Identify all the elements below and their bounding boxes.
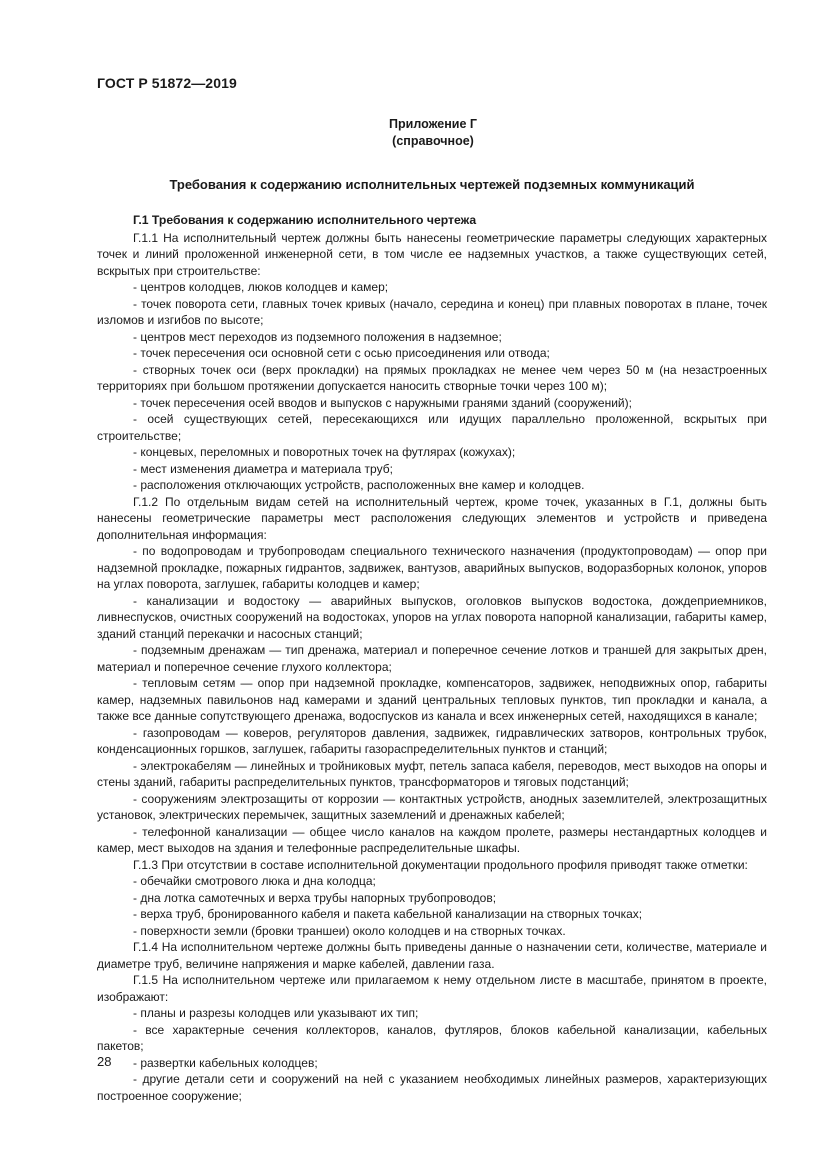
paragraph: Г.1.1 На исполнительный чертеж должны быть нанесены геометрические параметры следующих характерных точек и линий проложенной инженерной сети, в том числе ее надземных участков, а также существующих сетей, вскрытых при строительстве: [97, 230, 767, 278]
annex-title: Приложение Г [389, 117, 477, 131]
document-body [97, 212, 767, 1104]
list-item: - осей существующих сетей, пересекающихся или идущих параллельно проложенной, вскрытых при строительстве; [97, 412, 767, 443]
list-item: - по водопроводам и трубопроводам специального технического назначения (продуктопроводам) — опор при надземной прокладке, пожарных гидрантов, задвижек, вантузов, аварийных выпусков, водоразборных колонок, упоров на углах поворота, заглушек, габариты колодцев и камер; [97, 544, 767, 591]
list-item: - все характерные сечения коллекторов, каналов, футляров, блоков кабельной канализации, кабельных пакетов; [97, 1022, 767, 1053]
list-item: - центров колодцев, люков колодцев и камер; [133, 280, 389, 294]
list-item: - газопроводам — коверов, регуляторов давления, задвижек, гидравлических затворов, контрольных трубок, конденсационных горшков, заглушек, габариты газораспределительных пунктов и станций; [97, 725, 767, 756]
paragraph: Г.1.4 На исполнительном чертеже должны быть приведены данные о назначении сети, количестве, материале и диаметре труб, величине напряжения и марке кабелей, давлении газа. [97, 940, 767, 971]
list-item: - телефонной канализации — общее число каналов на каждом пролете, размеры нестандартных колодцев и камер, мест выходов на здания и телефонные распределительные шкафы. [97, 824, 767, 855]
standard-code: ГОСТ Р 51872—2019 [97, 75, 237, 91]
list-item: - точек поворота сети, главных точек кривых (начало, середина и конец) при плавных поворотах в плане, точек изломов и изгибов по высоте; [97, 296, 767, 327]
section-subheading: Г.1 Требования к содержанию исполнительного чертежа [133, 213, 477, 227]
list-item: - канализации и водостоку — аварийных выпусков, оголовков выпусков водостока, дождеприемников, ливнеспусков, очистных сооружений на водостоках, упоров на углах поворота напорной канализации, габариты камер, зданий станций перекачки и насосных станций; [97, 593, 767, 641]
paragraph: Г.1.5 На исполнительном чертеже или прилагаемом к нему отдельном листе в масштабе, принятом в проекте, изображают: [97, 973, 767, 1004]
paragraph: Г.1.2 По отдельным видам сетей на исполнительный чертеж, кроме точек, указанных в Г.1, должны быть нанесены геометрические параметры мест расположения следующих элементов и устройств и приведена дополнительная информация: [97, 494, 767, 542]
list-item: - мест изменения диаметра и материала труб; [133, 461, 393, 476]
annex-type: (справочное) [392, 134, 474, 148]
list-item: - электрокабелям — линейных и тройниковых муфт, петель запаса кабеля, переводов, мест выходов на опоры и стены зданий, габариты распределительных пунктов, трансформаторов и тяговых подстанций; [97, 758, 767, 789]
list-item: - концевых, переломных и поворотных точек на футлярах (кожухах); [133, 445, 516, 459]
paragraph: Г.1.3 При отсутствии в составе исполнительной документации продольного профиля приводят также отметки: [133, 857, 748, 872]
list-item: - створных точек оси (верх прокладки) на прямых прокладках не менее чем через 50 м (на незастроенных территориях при большом протяжении допускается наносить створные точки через 100 м); [97, 362, 767, 393]
annex-heading: Требования к содержанию исполнительных чертежей подземных коммуникаций [169, 177, 695, 192]
list-item: - поверхности земли (бровки траншеи) около колодцев и на створных точках. [133, 923, 566, 938]
list-item: - обечайки смотрового люка и дна колодца; [133, 874, 376, 888]
list-item: - тепловым сетям — опор при надземной прокладке, компенсаторов, задвижек, неподвижных опор, габариты камер, надземных павильонов над камерами и зданий центральных тепловых пунктов, тип прокладки и канала, а также все данные сопутствующего дренажа, водоспусков из канала и всех инженерных сетей, находящихся в канале; [97, 676, 767, 723]
list-item: - дна лотка самотечных и верха трубы напорных трубопроводов; [133, 890, 497, 905]
list-item: - планы и разрезы колодцев или указывают их тип; [133, 1006, 419, 1020]
paragraph-list [97, 230, 767, 1105]
list-item: - точек пересечения оси основной сети с осью присоединения или отвода; [133, 346, 550, 360]
list-item: - другие детали сети и сооружений на ней с указанием необходимых линейных размеров, характеризующих построенное сооружение; [97, 1072, 767, 1103]
list-item: - подземным дренажам — тип дренажа, материал и поперечное сечение лотков и траншей для закрытых дрен, материал и поперечное сечение глухого коллектора; [97, 643, 767, 674]
page-number: 28 [97, 1054, 112, 1069]
list-item: - сооружениям электрозащиты от коррозии — контактных устройств, анодных заземлителей, электрозащитных установок, электрических перемычек, защитных заземлений и дренажных кабелей; [97, 791, 767, 822]
list-item: - развертки кабельных колодцев; [133, 1055, 318, 1070]
list-item: - точек пересечения осей вводов и выпусков с наружными гранями зданий (сооружений); [133, 395, 632, 410]
list-item: - расположения отключающих устройств, расположенных вне камер и колодцев. [133, 478, 585, 492]
list-item: - центров мест переходов из подземного положения в надземное; [133, 329, 502, 344]
list-item: - верха труб, бронированного кабеля и пакета кабельной канализации на створных точках; [133, 907, 643, 921]
